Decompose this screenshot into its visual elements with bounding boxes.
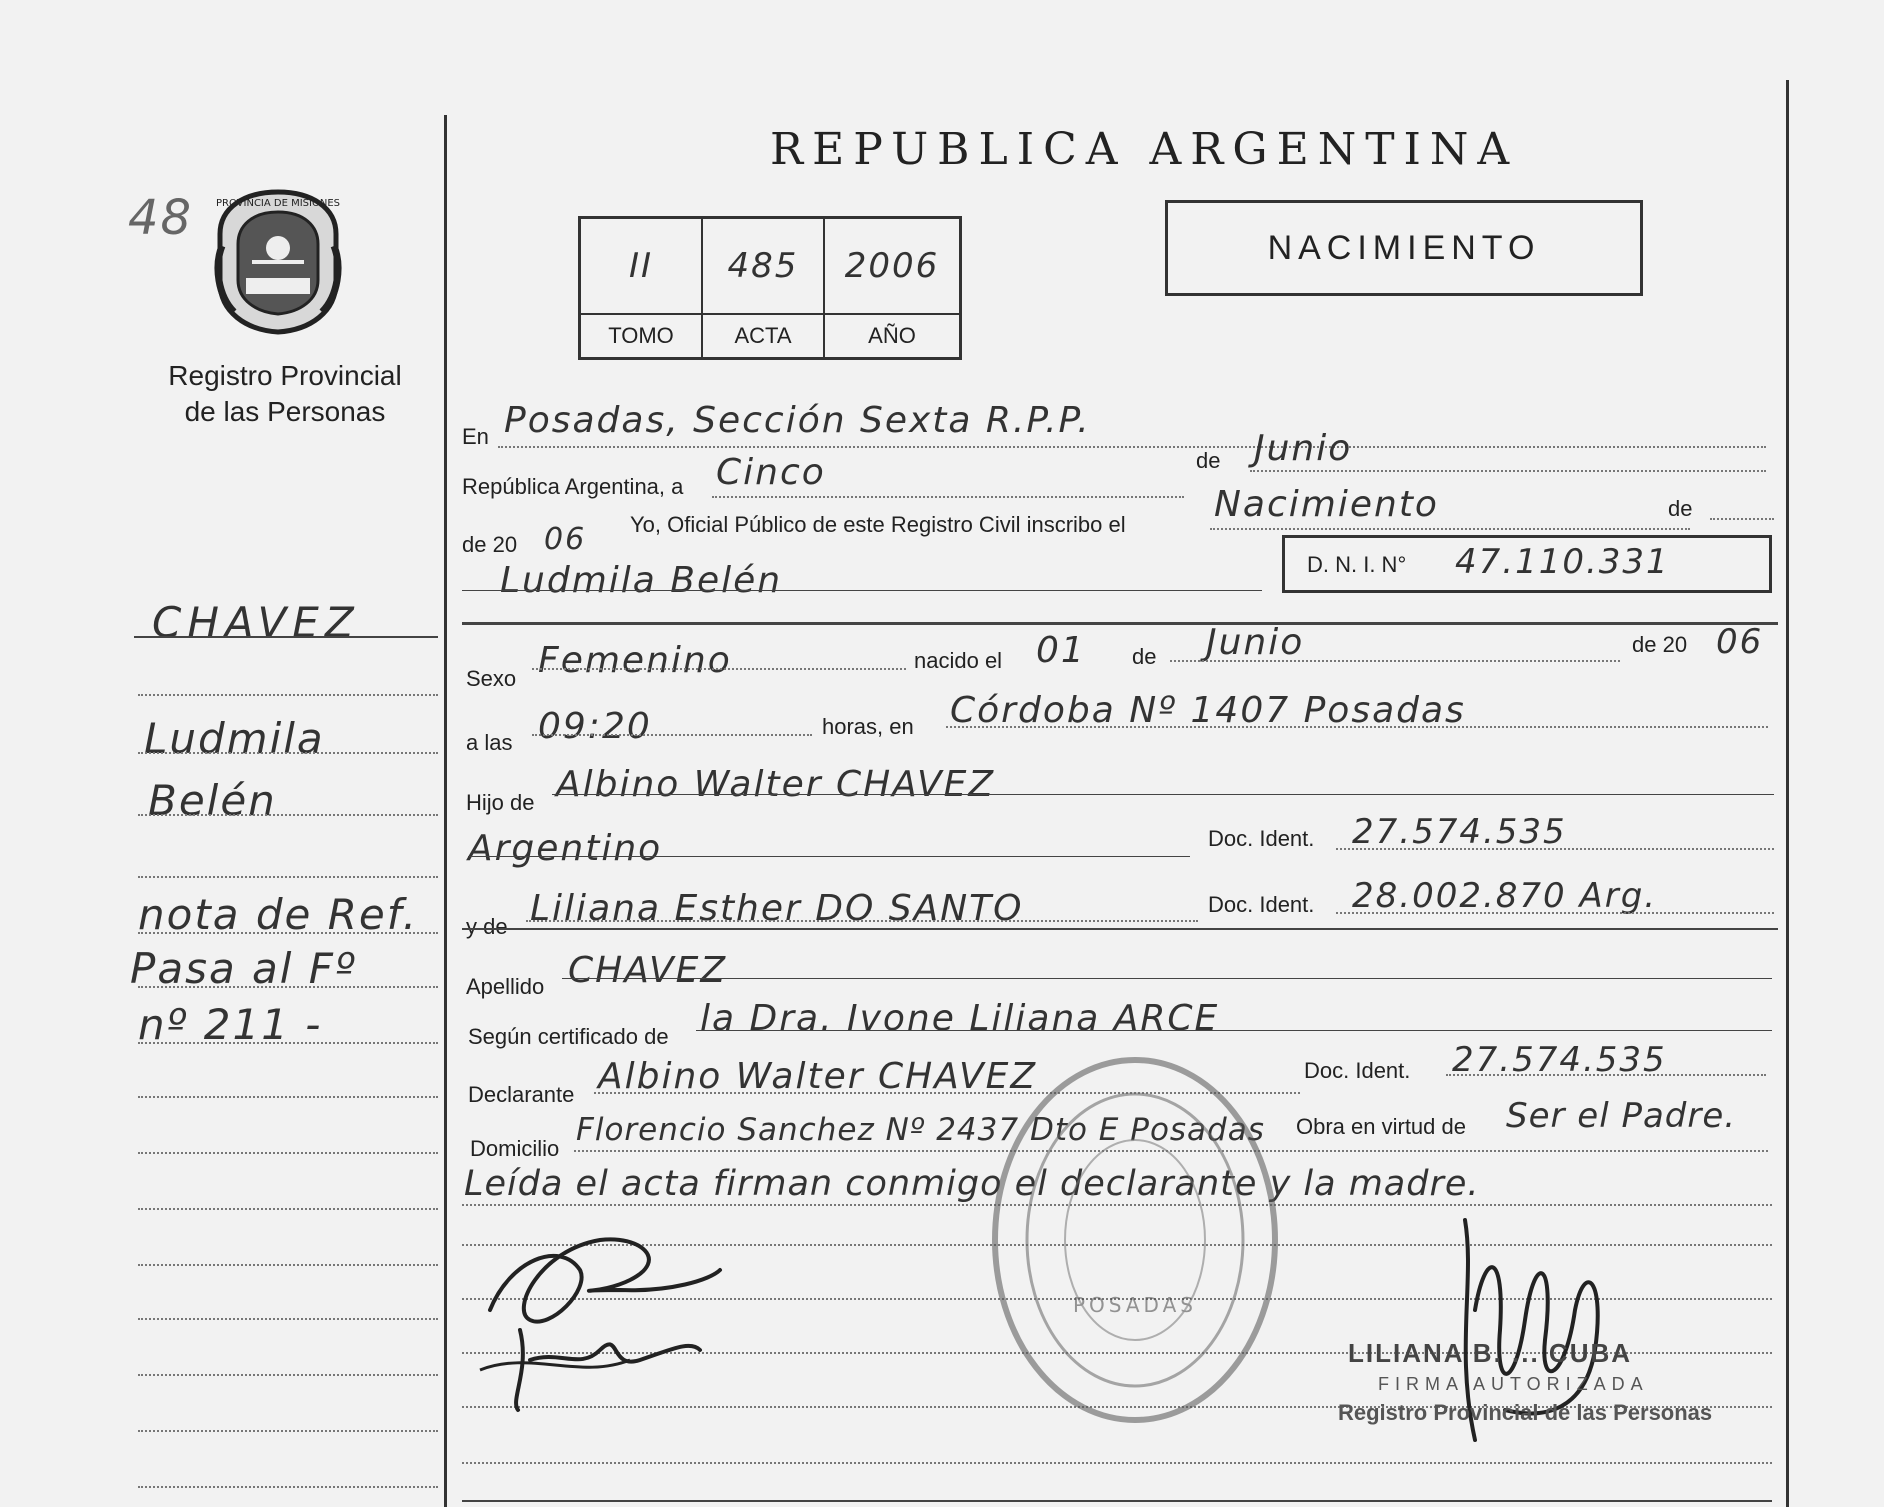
- value-declarante: Albino Walter CHAVEZ: [598, 1056, 1038, 1097]
- field-line: [468, 856, 1190, 857]
- tomo-value: II: [581, 219, 703, 313]
- margin-page-number: 48: [128, 190, 194, 246]
- margin-line: [138, 1152, 438, 1154]
- label-doc-ident: Doc. Ident.: [1208, 826, 1315, 851]
- value-anio-inscripcion: 06: [544, 522, 587, 557]
- label-declarante: Declarante: [468, 1082, 575, 1107]
- margin-surname: CHAVEZ: [152, 598, 360, 647]
- label-segun: Según certificado de: [468, 1024, 669, 1049]
- label-nacido: nacido el: [914, 648, 1003, 673]
- dni-box: [1282, 535, 1772, 593]
- value-anio-nacimiento: 06: [1716, 622, 1764, 662]
- field-line: [696, 1030, 1772, 1031]
- registry-name: Registro Provincial de las Personas: [168, 360, 402, 427]
- margin-given-name-2: Belén: [148, 776, 277, 825]
- label-y-de: y de: [466, 914, 508, 939]
- value-certificado: la Dra. Ivone Liliana ARCE: [700, 998, 1220, 1039]
- margin-line: [138, 986, 438, 988]
- value-doc-declarante: 27.574.535: [1452, 1040, 1667, 1080]
- value-tipo-acto: Nacimiento: [1214, 484, 1439, 525]
- margin-divider: [444, 115, 447, 1507]
- label-yo-oficial: Yo, Oficial Público de este Registro Civil inscribo el: [630, 512, 1126, 537]
- margin-line: [138, 1042, 438, 1044]
- field-line: [462, 1500, 1772, 1502]
- label-de20: de 20: [462, 532, 518, 557]
- margin-line: [138, 814, 438, 816]
- value-apellido: CHAVEZ: [568, 950, 728, 991]
- margin-line: [138, 1374, 438, 1376]
- value-lugar-nacimiento: Córdoba Nº 1407 Posadas: [950, 690, 1466, 731]
- value-domicilio: Florencio Sanchez Nº 2437 Dto E Posadas: [576, 1112, 1265, 1148]
- field-line: [1170, 660, 1620, 662]
- margin-line: [138, 876, 438, 878]
- value-doc-padre: 27.574.535: [1352, 812, 1567, 852]
- value-mes-inscripcion: Junio: [1254, 428, 1353, 469]
- value-hora: 09:20: [538, 706, 652, 747]
- margin-line: [138, 1486, 438, 1488]
- label-a-las: a las: [466, 730, 513, 755]
- value-obra-virtud: Ser el Padre.: [1506, 1096, 1737, 1136]
- field-line: [1710, 518, 1774, 520]
- label-domicilio: Domicilio: [470, 1136, 560, 1161]
- field-line: [462, 590, 1262, 591]
- record-reference-table: [578, 216, 962, 360]
- official-role: FIRMA AUTORIZADA: [1378, 1374, 1649, 1394]
- field-line: [462, 1462, 1772, 1464]
- value-nacionalidad-padre: Argentino: [468, 828, 663, 869]
- value-lectura: Leída el acta firman conmigo el declarante y la madre.: [464, 1164, 1480, 1204]
- label-de-3: de: [1132, 644, 1157, 669]
- field-line: [562, 978, 1772, 979]
- tomo-label: TOMO: [581, 313, 703, 357]
- right-border: [1786, 80, 1789, 1507]
- field-line: [552, 794, 1774, 795]
- margin-given-name-1: Ludmila: [144, 714, 325, 763]
- margin-note-2: Pasa al Fº: [130, 944, 357, 993]
- margin-line: [138, 1264, 438, 1266]
- field-line: [1336, 912, 1774, 914]
- value-madre: Liliana Esther DO SANTO: [530, 888, 1024, 929]
- value-lugar: Posadas, Sección Sexta R.P.P.: [504, 400, 1091, 441]
- field-line: [498, 446, 1766, 448]
- provincial-seal-icon: [212, 186, 344, 336]
- acta-label: ACTA: [703, 313, 825, 357]
- label-de-2: de: [1668, 496, 1693, 521]
- official-name: LILIANA B. ... CUBA: [1348, 1338, 1633, 1368]
- label-doc-ident-3: Doc. Ident.: [1304, 1058, 1411, 1083]
- margin-surname-line: [134, 636, 438, 638]
- label-dni: D. N. I. N°: [1307, 552, 1407, 577]
- official-stamp-icon: [985, 1050, 1285, 1430]
- field-line: [946, 726, 1768, 728]
- margin-line: [138, 694, 438, 696]
- value-padre: Albino Walter CHAVEZ: [556, 764, 996, 805]
- seal-label: PROVINCIA DE MISIONES: [216, 198, 340, 209]
- declarant-signature-icon: [470, 1220, 730, 1420]
- margin-note-3: nº 211 -: [138, 1000, 323, 1049]
- value-doc-madre: 28.002.870 Arg.: [1352, 876, 1658, 916]
- field-line: [1336, 848, 1774, 850]
- margin-line: [138, 1430, 438, 1432]
- label-apellido: Apellido: [466, 974, 545, 999]
- field-line: [1210, 528, 1690, 530]
- label-de: de: [1196, 448, 1221, 473]
- field-line: [712, 496, 1184, 498]
- label-de20-2: de 20: [1632, 632, 1688, 657]
- official-registry: Registro Provincial de las Personas: [1338, 1400, 1713, 1425]
- margin-line: [138, 752, 438, 754]
- label-obra: Obra en virtud de: [1296, 1114, 1466, 1139]
- value-dni: 47.110.331: [1455, 542, 1670, 582]
- label-en: En: [462, 424, 489, 449]
- margin-line: [138, 1208, 438, 1210]
- field-line: [532, 734, 812, 736]
- value-mes-nacimiento: Junio: [1206, 622, 1305, 663]
- label-doc-ident-2: Doc. Ident.: [1208, 892, 1315, 917]
- value-dia-nacimiento: 01: [1036, 630, 1086, 671]
- field-line: [532, 668, 906, 670]
- value-sexo: Femenino: [538, 640, 732, 681]
- value-dia-inscripcion: Cinco: [716, 452, 826, 493]
- field-line: [1250, 470, 1766, 472]
- acta-value: 485: [703, 219, 825, 313]
- margin-line: [138, 1318, 438, 1320]
- label-horas-en: horas, en: [822, 714, 914, 739]
- record-type-box: NACIMIENTO: [1165, 200, 1643, 296]
- label-hijo-de: Hijo de: [466, 790, 535, 815]
- section-divider: [462, 622, 1778, 625]
- label-sexo: Sexo: [466, 666, 517, 691]
- margin-note-1: nota de Ref.: [138, 890, 419, 939]
- field-line: [526, 920, 1198, 922]
- section-divider: [462, 928, 1778, 930]
- value-nombre: Ludmila Belén: [500, 560, 783, 601]
- anio-value: 2006: [844, 246, 940, 286]
- margin-line: [138, 932, 438, 934]
- field-line: [1446, 1074, 1766, 1076]
- label-republica: República Argentina, a: [462, 474, 684, 499]
- document-title: REPUBLICA ARGENTINA: [770, 124, 1519, 175]
- margin-line: [138, 1096, 438, 1098]
- anio-label: AÑO: [825, 313, 959, 357]
- stamp-text: POSADAS: [1073, 1293, 1197, 1317]
